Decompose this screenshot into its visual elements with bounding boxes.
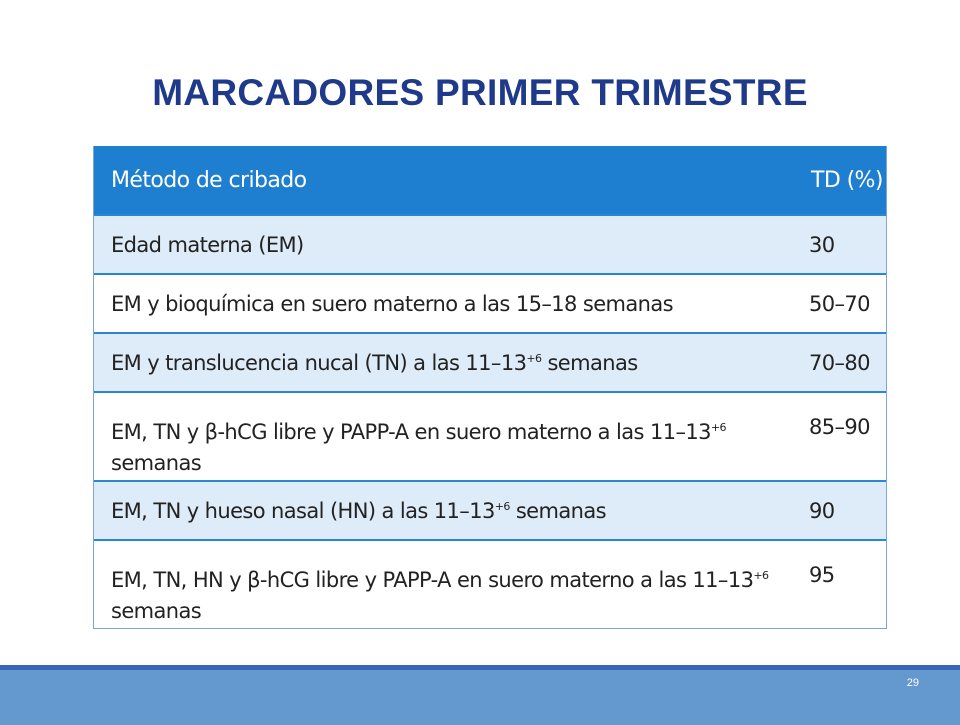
td-value-cell: 30: [794, 215, 886, 274]
method-cell: EM, TN y hueso nasal (HN) a las $11-13^{+6}$ semanas: [94, 481, 794, 540]
method-cell: EM y bioquímica en suero materno a las 15–18 semanas: [94, 274, 794, 333]
method-cell: Edad materna (EM): [94, 215, 794, 274]
td-value-cell: 70–80: [794, 333, 886, 392]
table-row: [94, 392, 886, 481]
slide-title: MARCADORES PRIMER TRIMESTRE: [152, 72, 808, 113]
page-number: 29: [906, 677, 919, 689]
td-value-cell: 95: [794, 540, 886, 628]
screening-table: [93, 146, 887, 629]
table-row: [94, 215, 886, 274]
td-value-cell: 50–70: [794, 274, 886, 333]
table-row: [94, 481, 886, 540]
method-cell: EM, TN y β-hCG libre y PAPP-A en suero materno a las $11-13^{+6}$ semanas: [94, 392, 794, 481]
table-row: [94, 274, 886, 333]
method-cell: EM, TN, HN y β-hCG libre y PAPP-A en suero materno a las $11-13^{+6}$ semanas: [94, 540, 794, 628]
column-header-method: Método de cribado: [94, 146, 794, 215]
table-header-row: [94, 146, 886, 215]
footer-bar: [0, 665, 960, 725]
table-row: [94, 333, 886, 392]
column-header-td: TD (%): [794, 146, 886, 215]
table-row: [94, 540, 886, 628]
method-cell: EM y translucencia nucal (TN) a las $11-13^{+6}$ semanas: [94, 333, 794, 392]
td-value-cell: 85–90: [794, 392, 886, 481]
td-value-cell: 90: [794, 481, 886, 540]
